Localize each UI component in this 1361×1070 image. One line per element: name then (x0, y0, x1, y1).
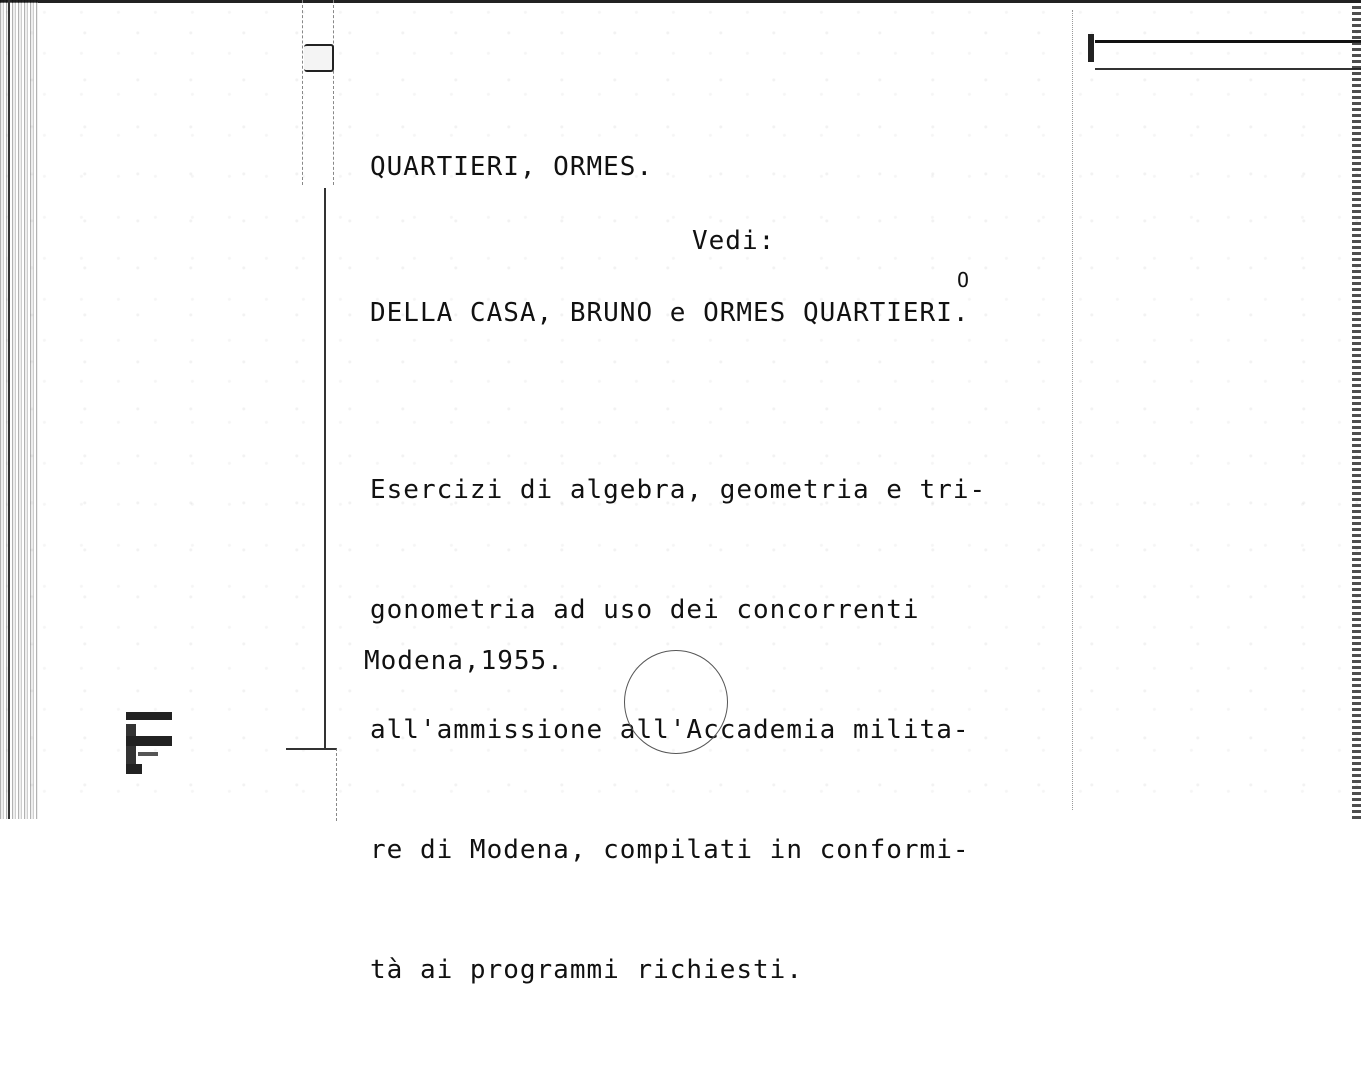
card-right-border (1072, 10, 1074, 810)
card-heading: QUARTIERI, ORMES. (370, 152, 654, 182)
card-stack-edge (0, 0, 38, 819)
card-stack-edge-line (8, 0, 10, 819)
card-top-edge (0, 0, 1361, 3)
card-punch-tab (304, 44, 334, 72)
next-card-second-rule (1095, 68, 1361, 70)
author-line: DELLA CASA, BRUNO e ORMES QUARTIERI. (370, 298, 970, 328)
next-card-edge-mark (1088, 34, 1094, 62)
card-margin-line (324, 188, 326, 748)
handwritten-correction-mark: O (957, 268, 970, 292)
title-line: Esercizi di algebra, geometria e tri- (370, 475, 987, 505)
imprint-line: Modena,1955. (364, 646, 564, 676)
title-line: gonometria ad uso dei concorrenti (370, 595, 920, 625)
title-line: all'ammissione all'Accademia milita- (370, 715, 970, 745)
title-line: re di Modena, compilati in conformi- (370, 835, 970, 865)
punched-circle-mark (624, 650, 728, 754)
next-card-top-rule (1095, 40, 1361, 43)
see-reference-label: Vedi: (692, 226, 776, 256)
title-line: tà ai programmi richiesti. (370, 955, 803, 985)
card-punch-hole-bottom (286, 748, 337, 821)
scan-right-edge (1352, 0, 1361, 819)
library-stamp-icon (124, 708, 176, 782)
card-punch-hole-top (302, 0, 334, 185)
